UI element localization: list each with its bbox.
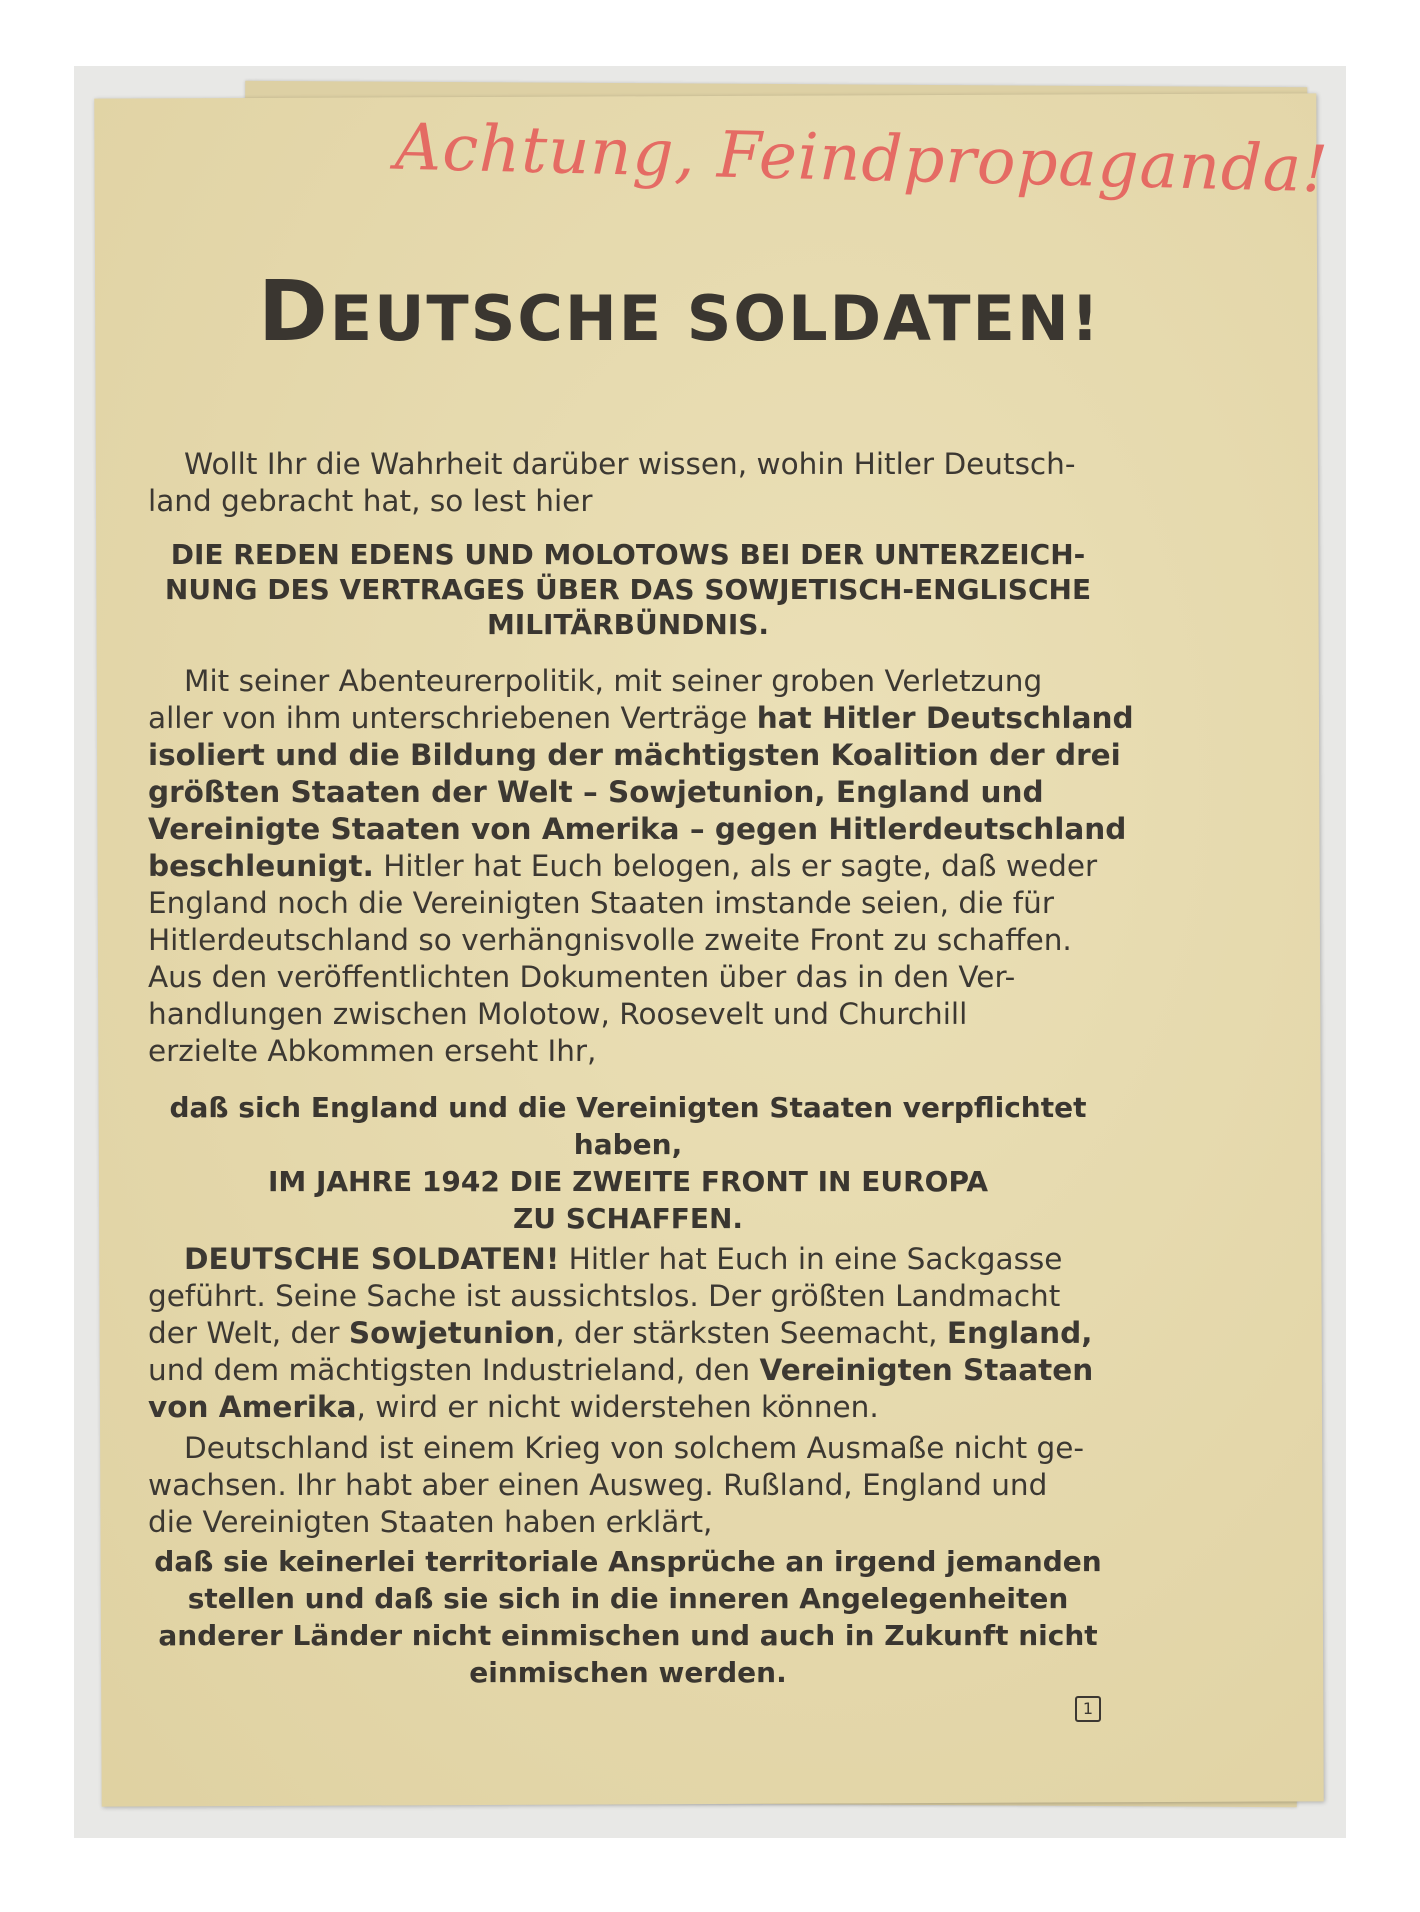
heading-no-claims-line-3: anderer Länder nicht einmischen und auch in Zukunft nicht — [158, 1619, 1098, 1652]
p3-line-5-b: , wird er nicht widerstehen können. — [356, 1390, 879, 1424]
heading-second-front-line-4: ZU SCHAFFEN. — [512, 1202, 744, 1235]
p3-line-1-bold: DEUTSCHE SOLDATEN! — [184, 1242, 560, 1276]
p2-line-11: erzielte Abkommen erseht Ihr, — [148, 1034, 597, 1068]
p3-line-1 — [148, 1241, 1093, 1278]
p2-line-3 — [148, 737, 1134, 774]
p2-line-8: Hitlerdeutschland so verhängnisvolle zweite Front zu schaffen. — [148, 923, 1072, 957]
intro-line-1: Wollt Ihr die Wahrheit darüber wissen, wohin Hitler Deutsch- — [184, 447, 1076, 481]
p2-line-2 — [148, 700, 1134, 737]
p2-line-5-bold: Vereinigte Staaten von Amerika – gegen Hitlerdeutschland — [148, 812, 1127, 846]
p3-line-5-a: von Amerika — [148, 1390, 357, 1424]
p3-line-3-d: England, — [946, 1316, 1093, 1350]
leaflet-title — [258, 262, 1101, 360]
p2-line-3-bold: isoliert und die Bildung der mächtigsten Koalition der drei — [148, 738, 1121, 772]
heading-no-claims-line-1: daß sie keinerlei territoriale Ansprüche an irgend jemanden — [154, 1545, 1102, 1578]
p2-line-6 — [148, 848, 1134, 885]
p3-line-5 — [148, 1389, 1093, 1426]
p3-line-4-b: Vereinigten Staaten — [759, 1353, 1094, 1387]
p2-line-7: England noch die Vereinigten Staaten imstande seien, die für — [148, 886, 1055, 920]
intro-paragraph — [148, 446, 1076, 520]
p2-line-1: Mit seiner Abenteurerpolitik, mit seiner groben Verletzung — [184, 664, 1043, 698]
p3-line-1-normal: Hitler hat Euch in eine Sackgasse — [559, 1242, 1063, 1276]
p3-line-3 — [148, 1315, 1093, 1352]
title-initial: D — [258, 262, 330, 360]
p4-line-1: Deutschland ist einem Krieg von solchem Ausmaße nicht ge- — [184, 1431, 1085, 1465]
paragraph-dead-end — [148, 1241, 1093, 1426]
p2-line-6-normal: Hitler hat Euch belogen, als er sagte, daß weder — [373, 849, 1098, 883]
heading-no-claims-line-2: stellen und daß sie sich in die inneren Angelegenheiten — [187, 1582, 1069, 1615]
heading-second-front-line-3: IM JAHRE 1942 DIE ZWEITE FRONT IN EUROPA — [267, 1165, 989, 1198]
p4-line-3: die Vereinigten Staaten haben erklärt, — [148, 1505, 713, 1539]
heading-second-front-line-1: daß sich England und die Vereinigten Staaten verpflichtet — [169, 1091, 1087, 1124]
handwritten-note: Achtung, Feindpropaganda! — [394, 110, 1330, 208]
title-rest: EUTSCHE SOLDATEN! — [329, 282, 1102, 355]
p4-line-2: wachsen. Ihr habt aber einen Ausweg. Rußland, England und — [148, 1468, 1048, 1502]
p2-line-4-bold: größten Staaten der Welt – Sowjetunion, England und — [148, 775, 1044, 809]
page-mark: 1 — [1075, 1696, 1101, 1722]
heading-treaty — [148, 537, 1108, 642]
intro-line-2: land gebracht hat, so lest hier — [148, 484, 593, 518]
p2-line-2-normal: aller von ihm unterschriebenen Verträge — [148, 701, 757, 735]
p2-line-4 — [148, 774, 1134, 811]
paragraph-way-out — [148, 1430, 1084, 1541]
p3-line-3-a: der Welt, der — [148, 1316, 349, 1350]
heading-treaty-line-1: DIE REDEN EDENS UND MOLOTOWS BEI DER UNTERZEICH- — [170, 538, 1086, 571]
heading-no-claims-line-4: einmischen werden. — [469, 1656, 787, 1689]
paragraph-hitler-policy — [148, 663, 1134, 1070]
heading-treaty-line-2: NUNG DES VERTRAGES ÜBER DAS SOWJETISCH-ENGLISCHE — [164, 573, 1092, 606]
p2-line-2-bold: hat Hitler Deutschland — [756, 701, 1134, 735]
p3-line-4-a: und dem mächtigsten Industrieland, den — [148, 1353, 760, 1387]
p2-line-10: handlungen zwischen Molotow, Roosevelt und Churchill — [148, 997, 968, 1031]
p3-line-3-b: Sowjetunion — [348, 1316, 556, 1350]
heading-second-front-line-2: haben, — [573, 1128, 683, 1161]
p2-line-9: Aus den veröffentlichten Dokumenten über das in den Ver- — [148, 960, 1016, 994]
p3-line-3-c: , der stärksten Seemacht, — [555, 1316, 947, 1350]
p2-line-6-bold: beschleunigt. — [148, 849, 374, 883]
heading-treaty-line-3: MILITÄRBÜNDNIS. — [486, 608, 770, 641]
p2-line-5 — [148, 811, 1134, 848]
heading-second-front — [148, 1089, 1108, 1237]
heading-no-claims — [148, 1543, 1108, 1691]
p3-line-4 — [148, 1352, 1093, 1389]
p3-line-2: geführt. Seine Sache ist aussichtslos. Der größten Landmacht — [148, 1279, 1061, 1313]
